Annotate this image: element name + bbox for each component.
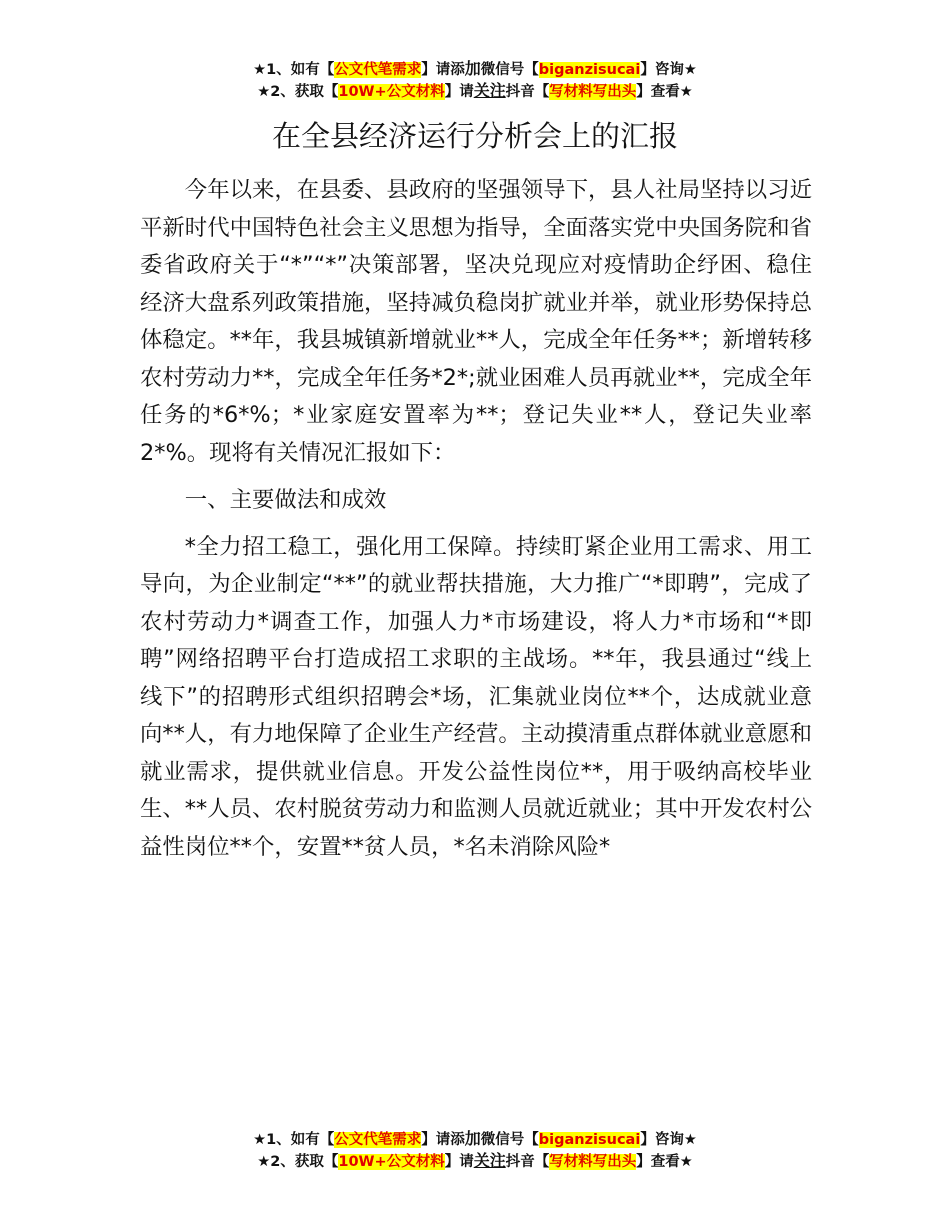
banner-text: 加 (464, 59, 481, 78)
star-icon: ★ (683, 62, 697, 78)
document-body (140, 172, 812, 866)
banner-text: 关注 (473, 81, 506, 100)
star-icon: ★ (679, 84, 693, 100)
banner-text: 】请 (444, 1154, 474, 1170)
banner-text: 1、如有【 (266, 62, 335, 78)
section-paragraph: *全力招工稳工，强化用工保障。持续盯紧企业用工需求、用工导向，为企业制定“**”的就业帮扶措施，大力推广“*即聘”，完成了农村劳动力*调查工作，加强人力*市场建设，将人力*市场和“*即聘”网络招聘平台打造成招工求职的主战场。**年，我县通过“线上线下”的招聘形式组织招聘会*场，汇集就业岗位**个，达成就业意向**人，有力地保障了企业生产经营。主动摸清重点群体就业意愿和就业需求，提供就业信息。开发公益性岗位**，用于吸纳高校毕业生、**人员、农村脱贫劳动力和监测人员就近就业；其中开发农村公益性岗位**个，安置**贫人员，*名未消除风险* (140, 533, 812, 860)
banner-text: 微信号【 (480, 62, 539, 78)
banner-text: 微信号【 (480, 1132, 539, 1148)
banner-text: 抖音【 (505, 1154, 550, 1170)
banner-text: 】查看 (636, 1154, 680, 1170)
bottom-banner (0, 1128, 950, 1172)
banner-text: 】查看 (636, 84, 680, 100)
banner-text: 】咨询 (640, 1132, 684, 1148)
banner-text: 】咨询 (640, 62, 684, 78)
star-icon: ★ (257, 1154, 271, 1170)
star-icon: ★ (253, 1132, 267, 1148)
banner-text: 抖音【 (505, 84, 550, 100)
banner-text: 2、获取【 (270, 1154, 339, 1170)
highlight-materials: 10W+公文材料 (338, 84, 445, 100)
highlight-service: 公文代笔需求 (334, 62, 422, 78)
highlight-materials: 10W+公文材料 (338, 1154, 445, 1170)
star-icon: ★ (679, 1154, 693, 1170)
banner-text: 2、获取【 (270, 84, 339, 100)
intro-paragraph: 今年以来，在县委、县政府的坚强领导下，县人社局坚持以习近平新时代中国特色社会主义思想为指导，全面落实党中央国务院和省委省政府关于“*”“*”决策部署，坚决兑现应对疫情助企纾困、稳住经济大盘系列政策措施，坚持减负稳岗扩就业并举，就业形势保持总体稳定。**年，我县城镇新增就业**人，完成全年任务**；新增转移农村劳动力**，完成全年任务*2*;就业困难人员再就业**，完成全年任务的*6*%；*业家庭安置率为**；登记失业**人，登记失业率 2*%。现将有关情况汇报如下： (140, 177, 812, 466)
banner-line-1 (0, 1128, 950, 1150)
banner-text: 】请添 (421, 62, 465, 78)
banner-text: 1、如有【 (266, 1132, 335, 1148)
banner-line-1 (0, 58, 950, 80)
section-heading: 一、主要做法和成效 (184, 487, 387, 513)
banner-line-2 (0, 1150, 950, 1172)
highlight-douyin-name: 写材料写出头 (549, 84, 637, 100)
star-icon: ★ (253, 62, 267, 78)
highlight-service: 公文代笔需求 (334, 1132, 422, 1148)
star-icon: ★ (683, 1132, 697, 1148)
highlight-wechat-id: biganzisucai (538, 62, 641, 78)
highlight-douyin-name: 写材料写出头 (549, 1154, 637, 1170)
document-title: 在全县经济运行分析会上的汇报 (271, 119, 678, 153)
top-banner (0, 58, 950, 102)
star-icon: ★ (257, 84, 271, 100)
banner-line-2 (0, 80, 950, 102)
banner-text: 关注 (473, 1151, 506, 1170)
banner-text: 】请添 (421, 1132, 465, 1148)
highlight-wechat-id: biganzisucai (538, 1132, 641, 1148)
banner-text: 】请 (444, 84, 474, 100)
banner-text: 加 (464, 1129, 481, 1148)
